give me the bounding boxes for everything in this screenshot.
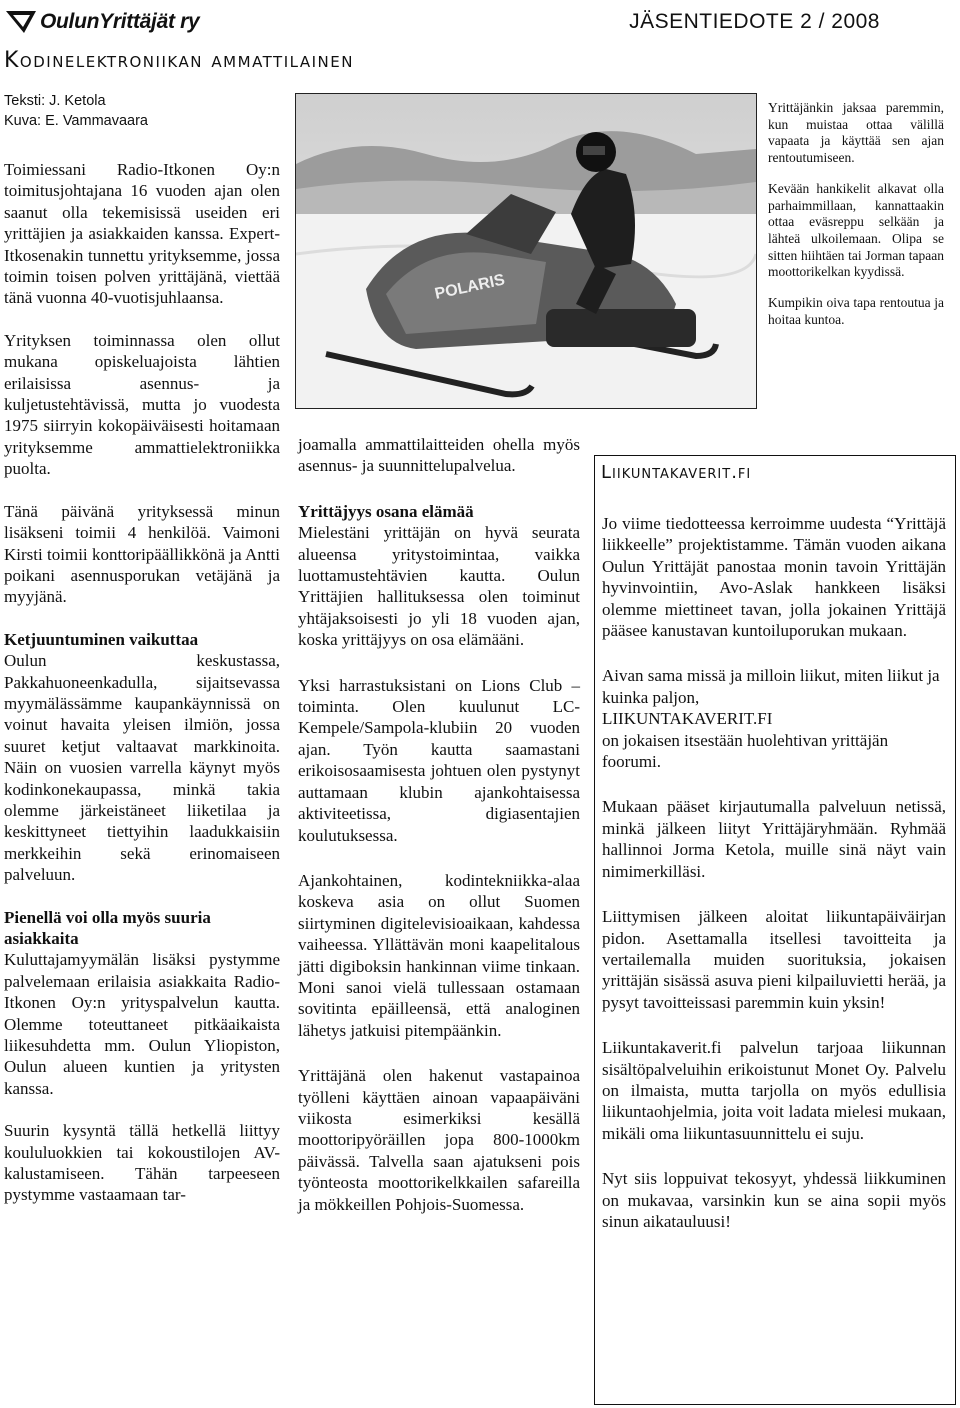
sidebar-title: Liikuntakaverit.fi [601, 462, 752, 483]
byline [4, 91, 280, 131]
paragraph: on jokaisen itsestään huolehtivan yrittäjän foorumi. [602, 730, 889, 772]
caption: Yrittäjänkin jaksaa paremmin, kun muistaa ottaa välillä vapaata ja käyttää sen ajan rentoutumiseen. [768, 100, 944, 166]
website-name: LIIKUNTAKAVERIT.FI [602, 709, 773, 729]
article-column-2 [298, 434, 580, 1229]
paragraph: Kuluttajamyymälän lisäksi pystymme palvelemaan erilaisia asiakkaita Radio-Itkonen Oy:n yrityspalvelun kautta. Olemme toteuttaneet pitkäaikaista liikesuhdetta mm. Oulun Yliopiston, Oulun alueen kuntien ja yritysten kanssa. [4, 950, 280, 1098]
logo-swoosh-icon [4, 8, 38, 36]
paragraph: Yrittäjänä olen hakenut vastapainoa työlleni käyttäen ainoan vapaapäiväni viikosta esimerkiksi kesällä moottoripyöräillen jopa 800-1000km päivässä. Talvella saan ajatukseni pois työnteosta moottorikelkkailen safareilla ja mökkeillen Pohjois-Suomessa. [298, 1066, 580, 1214]
paragraph: Liittymisen jälkeen aloitat liikuntapäiväirjan pidon. Asettamalla itsellesi tavoitteita ja vertailemalla muiden suorituksia, jokaisen yrittäjän sisässä asuva pieni kilpailuvietti herää, ja pysyt tavoitteissasi paremmin kuin yksin! [602, 907, 946, 1012]
sidebar-text [602, 513, 946, 1246]
paragraph: Yrityksen toiminnassa olen ollut mukana opiskeluajoista lähtien erilaisissa asennus- ja kuljetustehtävissä, mutta jo vuodesta 1975 siirryin kokopäiväisesti hoitamaan yrityksemme ammattielektroniikka puolta. [4, 330, 280, 479]
paragraph: Suurin kysyntä tällä hetkellä liittyy koululuokkien tai kokoustilojen AV-kalustamiseen. Tähän tarpeeseen pystymme vastaamaan tar- [4, 1121, 280, 1205]
organization-logo [4, 6, 204, 40]
caption: Kevään hankikelit alkavat olla parhaimmillaan, kannattaakin ottaa eväsreppu selkään ja lähteä ulkoilemaan. Olipa se sitten hiihtäen tai Jorman tapaan moottorikelkan kyydissä. [768, 180, 944, 280]
subheading: Pienellä voi olla myös suuria asiakkaita [4, 907, 211, 948]
paragraph: Tänä päivänä yrityksessä minun lisäkseni toimii 4 henkilöä. Vaimoni Kirsti toimii konttoripäällikkönä ja Antti poikani asennusporukan vetäjänä ja myyjänä. [4, 501, 280, 607]
issue-label: JÄSENTIEDOTE 2 / 2008 [629, 10, 880, 33]
article-headline: Kodinelektroniikan ammattilainen [4, 48, 354, 73]
paragraph: Mukaan pääset kirjautumalla palveluun netissä, minkä jälkeen liityt Yrittäjäryhmään. Ryhmää hallinnoi Jorma Ketola, muille sinä näyt vain nimimerkilläsi. [602, 797, 946, 881]
paragraph: Yksi harrastuksistani on Lions Club –toiminta. Olen kuulunut LC-Kempele/Sampola-klubiin 20 vuoden ajan. Työn kautta saamastani erikoisosaamisesta johtuen olen pystynyt auttamaan klubin ajankohtaisessa aktiviteetissa, digiasentajien koulutuksessa. [298, 675, 580, 845]
photo-captions [768, 100, 944, 342]
snowmobile-brand: POLARIS [433, 271, 507, 303]
snowmobile-photo-illustration [296, 94, 756, 408]
subheading: Yrittäjyys osana elämää [298, 501, 474, 521]
byline-photo: Kuva: E. Vammavaara [4, 113, 148, 129]
paragraph: Toimiessani Radio-Itkonen Oy:n toimitusjohtajana 16 vuoden ajan olen saanut olla tekemisissä useiden eri yrittäjien ja asiakkaiden kanssa. Expert-Itkosenakin tunnettu yrityksemme, jossa toimin toisen polven yrittäjänä, viettää tänä vuonna 40-vuotisjuhlaansa. [4, 160, 280, 308]
paragraph: Nyt siis loppuivat tekosyyt, yhdessä liikkuminen on mukavaa, varsinkin kun se aina sopii myös sinun aikatauluusi! [602, 1169, 946, 1231]
paragraph: Ajankohtainen, kodintekniikka-alaa koskeva asia on ollut Suomen siirtyminen digitelevisioaikaan, kahdessa vaiheessa. Yllättävän moni kaapelitalous jätti digiboksin hankinnan viime tinkaan. Moni sanoi vielä tullessaan ostamaan sovitinta epäilleensä, että analoginen lähetys jatkuisi pitempäänkin. [298, 870, 580, 1040]
subheading: Ketjuuntuminen vaikuttaa [4, 629, 199, 649]
snowmobile-photo [295, 93, 757, 409]
paragraph: Aivan sama missä ja milloin liikut, miten liikut ja kuinka paljon, [602, 666, 940, 707]
caption: Kumpikin oiva tapa rentoutua ja hoitaa kuntoa. [768, 295, 944, 327]
paragraph: Liikuntakaverit.fi palvelun tarjoaa liikunnan sisältöpalveluihin erikoistunut Monet Oy. Palvelu on ilmaista, mutta tarjolla on myös edullisia liikuntaohjelmia, joita voit ladata mielesi mukaan, mikäli oma liikuntasuunnittelu ei suju. [602, 1038, 946, 1143]
article-column-1 [4, 91, 280, 1220]
logo-text: OulunYrittäjät ry [40, 10, 200, 33]
paragraph: Mielestäni yrittäjän on hyvä seurata alueensa yritystoimintaa, vaikka luottamustehtävien kautta. Oulun Yrittäjien hallituksessa olen toiminut yhtäjaksoisesti jo yli 18 vuoden ajan, koska yrittäjyys on osa elämääni. [298, 523, 580, 650]
paragraph: Oulun keskustassa, Pakkahuoneenkadulla, sijaitsevassa myymälässämme kaupankäynnissä on voinut havaita yleisen ilmiön, jossa suuret ketjut valtaavat markkinoita. Näin on vuosien varrella käynyt myös kodinkonekaupassa, minkä takia olemme järkeistäneet liiketilaa ja keskittyneet tiettyihin laadukkaisiin merkkeihin sekä erinomaiseen palveluun. [4, 651, 280, 885]
byline-text: Teksti: J. Ketola [4, 93, 106, 109]
paragraph: Jo viime tiedotteessa kerroimme uudesta “Yrittäjä liikkeelle” projektistamme. Tämän vuoden aikana Oulun Yrittäjät panostaa monin tavoin Yrittäjän hyvinvointiin, Avo-Aslak hankkeen lisäksi olemme miettineet tavan, jolla jokainen Yrittäjä pääsee kanustavan kuntoiluporukan mukaan. [602, 514, 946, 641]
paragraph: joamalla ammattilaitteiden ohella myös asennus- ja suunnittelupalvelua. [298, 435, 580, 476]
